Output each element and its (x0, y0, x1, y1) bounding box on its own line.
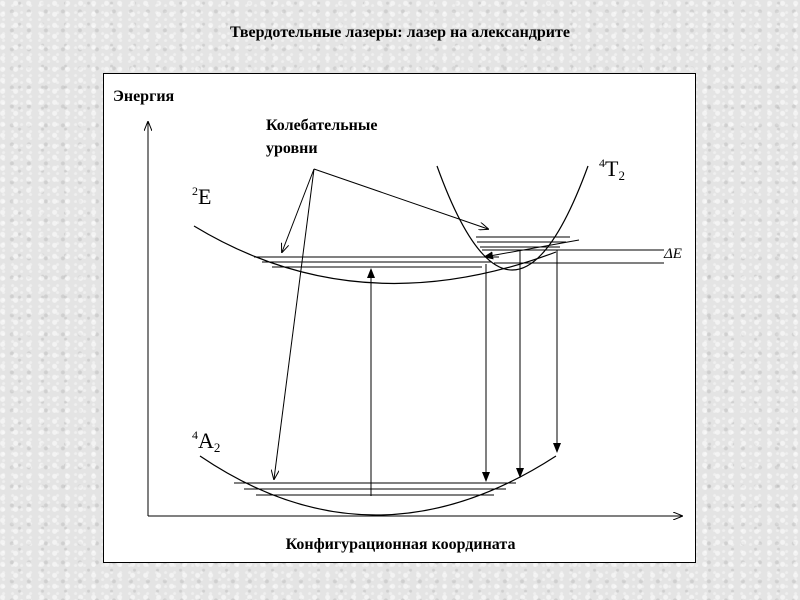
curve-4A2 (200, 456, 556, 515)
state-label-4A2: $^4A_2$ (192, 428, 221, 455)
y-axis-label: Энергия (113, 88, 175, 105)
pointer-arrow-4A2 (274, 169, 314, 479)
pointer-arrow-4T2 (314, 169, 488, 229)
delta-e-label: ΔE (664, 246, 682, 262)
curve-2E (194, 226, 556, 283)
slide-title: Твердотельные лазеры: лазер на александрите (230, 24, 570, 41)
diagram-panel (103, 73, 696, 563)
relaxation-arrow (484, 240, 579, 257)
vibrational-levels-label (266, 114, 446, 160)
state-label-2E: $^2$E (192, 184, 212, 209)
vibrational-levels-text: Колебательные уровни (266, 117, 378, 157)
x-axis-label: Конфигурационная координата (285, 536, 516, 553)
curve-4T2 (437, 166, 588, 270)
pointer-arrow-2E (282, 169, 314, 252)
state-label-4T2: $^4T_2$ (599, 156, 625, 183)
